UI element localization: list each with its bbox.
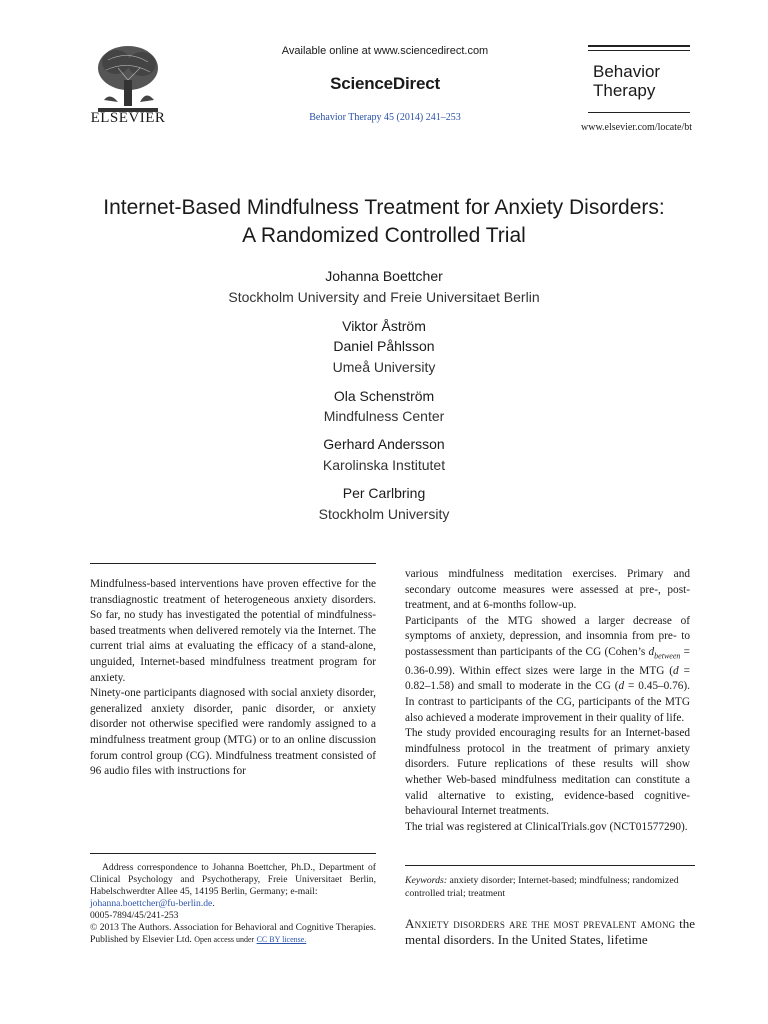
author-name: Gerhard Andersson xyxy=(323,436,445,452)
journal-url-link[interactable]: www.elsevier.com/locate/bt xyxy=(581,122,692,133)
license-link[interactable]: CC BY license. xyxy=(256,935,307,944)
abstract-paragraph: The study provided encouraging results for an Internet-based mindfulness protocol in the treatment of primary anxiety disorders. Future replications of these results will show whether Web-based mindfulness meditation can constitute a valid alternative to existing, evidence-based cognitive-behavioural Internet treatments. xyxy=(405,727,690,818)
copyright: © 2013 The Authors. Association for Behavioral and Cognitive Therapies. Published by Elsevier Ltd. xyxy=(90,922,376,945)
abstract-paragraph: Ninety-one participants diagnosed with social anxiety disorder, generalized anxiety disorder, panic disorder, or anxiety disorder not otherwise specified were randomly assigned to a mindfulness treatment group (MTG) or to an online discussion forum control group (CG). Mindfulness treatment consisted of 96 audio files with instructions for xyxy=(90,687,376,778)
journal-rule-bottom xyxy=(588,112,690,113)
effect-size-subscript: between xyxy=(654,651,681,661)
sciencedirect-wordmark: ScienceDirect xyxy=(330,74,440,93)
license-prefix: Open access under xyxy=(194,935,255,944)
email-link[interactable]: johanna.boettcher@fu-berlin.de xyxy=(90,898,213,909)
author-name: Viktor Åström xyxy=(342,318,426,334)
issn: 0005-7894/45/241-253 xyxy=(90,910,179,921)
journal-title-line1: Behavior xyxy=(593,62,661,81)
available-online-note: Available online at www.sciencedirect.com xyxy=(281,45,489,57)
author-affiliation: Karolinska Institutet xyxy=(322,457,446,473)
keywords-label: Keywords: xyxy=(405,875,448,886)
author-affiliation: Stockholm University xyxy=(318,506,450,522)
trial-registration: The trial was registered at ClinicalTrials.gov (NCT01577290). xyxy=(405,820,688,833)
publisher-wordmark: ELSEVIER xyxy=(90,110,166,126)
author-name: Ola Schenström xyxy=(333,388,435,404)
keywords-rule xyxy=(405,865,695,866)
abstract-results-paragraph xyxy=(405,614,690,726)
correspondence-address: Address correspondence to Johanna Boettcher, Ph.D., Department of Clinical Psychology and Psychotherapy, Freie Universitaet Berlin, Habelschwerdter Allee 45, 14195 Berlin, Germany; e-mail: xyxy=(90,862,376,897)
keywords-text: anxiety disorder; Internet-based; mindfulness; randomized controlled trial; treatment xyxy=(405,875,679,899)
author-name: Per Carlbring xyxy=(342,485,426,501)
author-affiliation: Mindfulness Center xyxy=(323,408,445,424)
article-title xyxy=(60,194,708,250)
journal-citation-link[interactable]: Behavior Therapy 45 (2014) 241–253 xyxy=(309,112,461,123)
abstract-rule xyxy=(90,563,376,564)
abstract-right-column xyxy=(405,567,690,835)
journal-rule-top xyxy=(588,45,690,47)
article-title-line2: A Randomized Controlled Trial xyxy=(242,224,526,247)
journal-title-line2: Therapy xyxy=(593,81,656,100)
author-name: Johanna Boettcher xyxy=(325,268,443,284)
author-affiliation: Stockholm University and Freie Universitaet Berlin xyxy=(228,289,540,305)
effect-size-symbol: d xyxy=(673,664,679,677)
footnote xyxy=(90,862,376,946)
results-text: = 0.82–1.58) and small to moderate in the CG ( xyxy=(405,664,690,693)
footnote-rule xyxy=(90,853,376,854)
intro-smallcaps: Anxiety disorders are the most prevalent among xyxy=(405,916,676,931)
abstract-left-column xyxy=(90,577,376,780)
effect-size-symbol: d xyxy=(648,645,655,658)
email-period: . xyxy=(212,898,215,909)
introduction-start xyxy=(405,916,695,948)
author-affiliation: Umeå University xyxy=(332,359,436,375)
abstract-paragraph: Mindfulness-based interventions have proven effective for the transdiagnostic treatment of heterogeneous anxiety disorders. So far, no study has investigated the potential of mindfulness-based treatments when delivered remotely via the Internet. The current trial aims at evaluating the efficacy of a stand-alone, unguided, Internet-based mindfulness treatment program for anxiety. xyxy=(90,578,376,684)
journal-rule-top-thin xyxy=(588,50,690,51)
author-name: Daniel Påhlsson xyxy=(333,338,435,354)
intro-text: the mental disorders. In the United States, lifetime xyxy=(405,916,695,947)
journal-title xyxy=(593,62,693,100)
results-text: = 0.45–0.76). In contrast to participants of the CG, participants of the MTG also achieved a moderate improvement in their quality of life. xyxy=(405,680,691,724)
keywords xyxy=(405,875,695,900)
effect-size-symbol: d xyxy=(618,680,625,693)
article-title-line1: Internet-Based Mindfulness Treatment for Anxiety Disorders: xyxy=(103,196,665,219)
abstract-paragraph: various mindfulness meditation exercises. Primary and secondary outcome measures were assessed at pre-, post-treatment, and at 6-months follow-up. xyxy=(405,568,690,612)
results-text: Participants of the MTG showed a larger decrease of symptoms of anxiety, depression, and insomnia from pre- to postassessment than participants of the CG (Cohen’s xyxy=(405,614,690,658)
results-text: = 0.36-0.99). Within effect sizes were large in the MTG ( xyxy=(405,645,690,677)
elsevier-tree-logo xyxy=(88,40,168,120)
